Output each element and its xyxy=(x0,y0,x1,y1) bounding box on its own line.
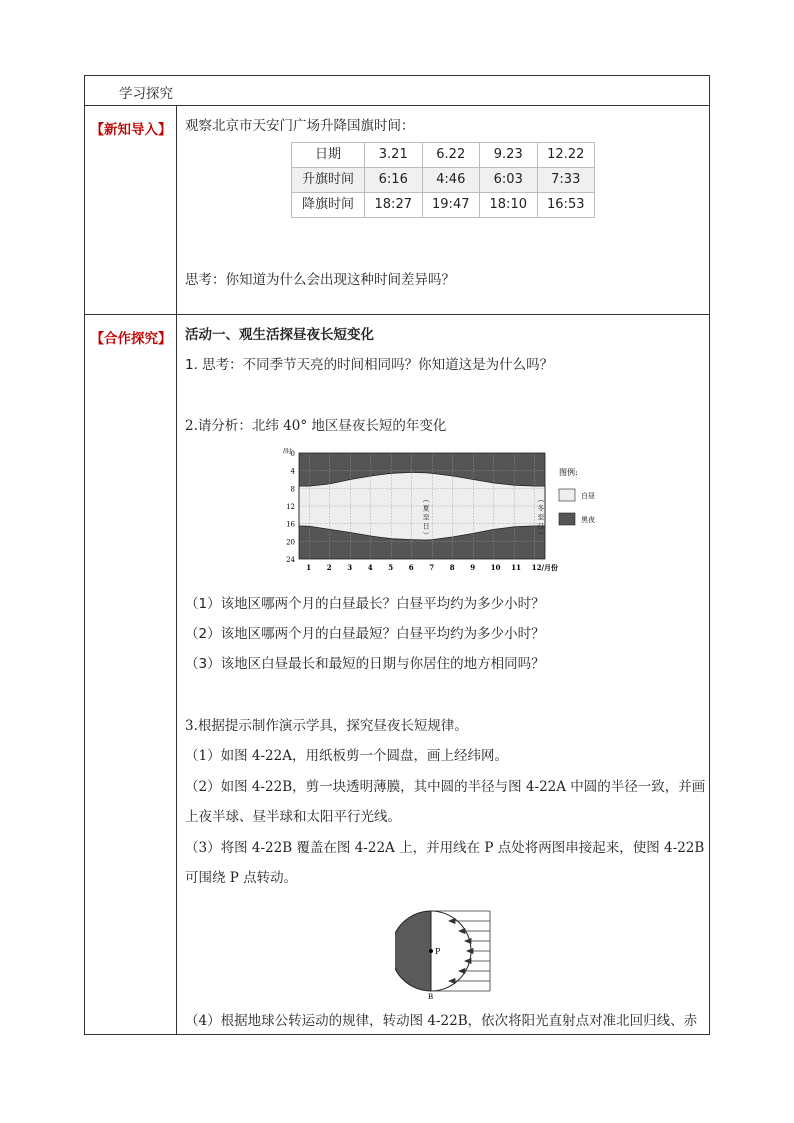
question-3: 3.根据提示制作演示学具，探究昼夜长短规律。 xyxy=(185,718,468,734)
table-cell: 16:53 xyxy=(537,193,595,218)
table-cell: 6.22 xyxy=(422,143,480,168)
table-cell: 日期 xyxy=(292,143,365,168)
x-tick-label: 8 xyxy=(449,563,455,572)
table-cell: 9.23 xyxy=(480,143,538,168)
x-tick-label: 4 xyxy=(367,563,373,572)
step-2-line1: （2）如图 4-22B，剪一块透明薄膜，其中圆的半径与图 4-22A 中圆的半径一致，并画 xyxy=(185,779,706,795)
y-tick-label: 0 xyxy=(290,450,295,458)
legend-title: 图例: xyxy=(559,468,578,477)
intro-question: 思考：你知道为什么会出现这种时间差异吗？ xyxy=(185,272,455,288)
question-1: 1. 思考：不同季节天亮的时间相同吗？你知道这是为什么吗？ xyxy=(185,357,554,373)
sub-question-3: （3）该地区白昼最长和最短的日期与你居住的地方相同吗？ xyxy=(185,656,545,672)
table-cell: 升旗时间 xyxy=(292,168,365,193)
y-tick-label: 24 xyxy=(286,556,295,564)
section-title: 学习探究 xyxy=(119,86,173,102)
legend-day-label: 白昼 xyxy=(581,492,595,500)
point-p-label: P xyxy=(435,947,441,956)
winter-solstice-label: ︵冬至日︶ xyxy=(537,495,545,540)
step-3-line2: 可围绕 P 点转动。 xyxy=(185,870,298,886)
night-hemisphere xyxy=(395,911,431,991)
cooperate-content xyxy=(185,325,706,1034)
x-tick-label: 2 xyxy=(326,563,332,572)
table-cell: 3.21 xyxy=(365,143,423,168)
table-cell: 降旗时间 xyxy=(292,193,365,218)
x-tick-label: 1 xyxy=(306,563,312,572)
x-tick-label: 9 xyxy=(470,563,476,572)
table-header-row xyxy=(292,143,595,168)
legend-night-swatch xyxy=(559,513,575,525)
x-tick-label: 5 xyxy=(388,563,394,572)
step-1: （1）如图 4-22A，用纸板剪一个圆盘，画上经纬网。 xyxy=(185,748,508,764)
table-cell: 19:47 xyxy=(422,193,480,218)
intro-lead: 观察北京市天安门广场升降国旗时间： xyxy=(185,118,415,134)
table-cell: 18:10 xyxy=(480,193,538,218)
sunlight-hemisphere-diagram xyxy=(395,907,495,999)
table-row xyxy=(292,193,595,218)
x-tick-label: 11 xyxy=(511,563,521,572)
worksheet-table xyxy=(84,75,710,1035)
table-cell: 18:27 xyxy=(365,193,423,218)
step-4: （4）根据地球公转运动的规律，转动图 4-22B，依次将阳光直射点对准北回归线、赤 xyxy=(185,1013,698,1029)
divider xyxy=(85,105,709,106)
sub-question-2: （2）该地区哪两个月的白昼最短？白昼平均约为多少小时？ xyxy=(185,626,545,642)
y-tick-label: 12 xyxy=(286,503,295,511)
table-cell: 4:46 xyxy=(422,168,480,193)
table-cell: 6:03 xyxy=(480,168,538,193)
x-tick-label: 12/月份 xyxy=(531,563,559,572)
intro-label: 【新知导入】 xyxy=(90,122,172,138)
activity-title: 活动一、观生活探昼夜长短变化 xyxy=(185,327,374,343)
point-b-label: B xyxy=(428,993,434,999)
divider xyxy=(85,314,709,315)
y-tick-label: 16 xyxy=(286,520,295,529)
legend-night-label: 黑夜 xyxy=(581,516,595,524)
table-row xyxy=(292,168,595,193)
intro-content xyxy=(185,116,701,306)
x-tick-label: 7 xyxy=(429,563,435,572)
x-tick-label: 10 xyxy=(490,563,501,572)
y-tick-label: 4 xyxy=(290,467,295,476)
divider xyxy=(176,105,177,1034)
x-tick-label: 6 xyxy=(408,563,414,572)
cooperate-label: 【合作探究】 xyxy=(90,331,172,347)
sun-rays xyxy=(449,919,490,984)
table-cell: 12.22 xyxy=(537,143,595,168)
legend-day-swatch xyxy=(559,489,575,501)
step-3-line1: （3）将图 4-22B 覆盖在图 4-22A 上，并用线在 P 点处将两图串接起来，使图 4-22B xyxy=(185,840,705,856)
y-axis-label: /时 xyxy=(283,447,292,455)
point-p-marker xyxy=(429,949,433,953)
table-cell: 7:33 xyxy=(537,168,595,193)
y-tick-label: 8 xyxy=(290,485,295,494)
flag-time-table xyxy=(291,142,595,218)
x-tick-label: 3 xyxy=(347,563,353,572)
day-night-chart xyxy=(275,447,605,577)
table-cell: 6:16 xyxy=(365,168,423,193)
y-tick-label: 20 xyxy=(286,538,295,547)
sub-question-1: （1）该地区哪两个月的白昼最长？白昼平均约为多少小时？ xyxy=(185,596,545,612)
question-2: 2.请分析：北纬 40° 地区昼夜长短的年变化 xyxy=(185,418,447,434)
step-2-line2: 上夜半球、昼半球和太阳平行光线。 xyxy=(185,809,401,825)
summer-solstice-label: ︵夏至日︶ xyxy=(422,495,430,540)
